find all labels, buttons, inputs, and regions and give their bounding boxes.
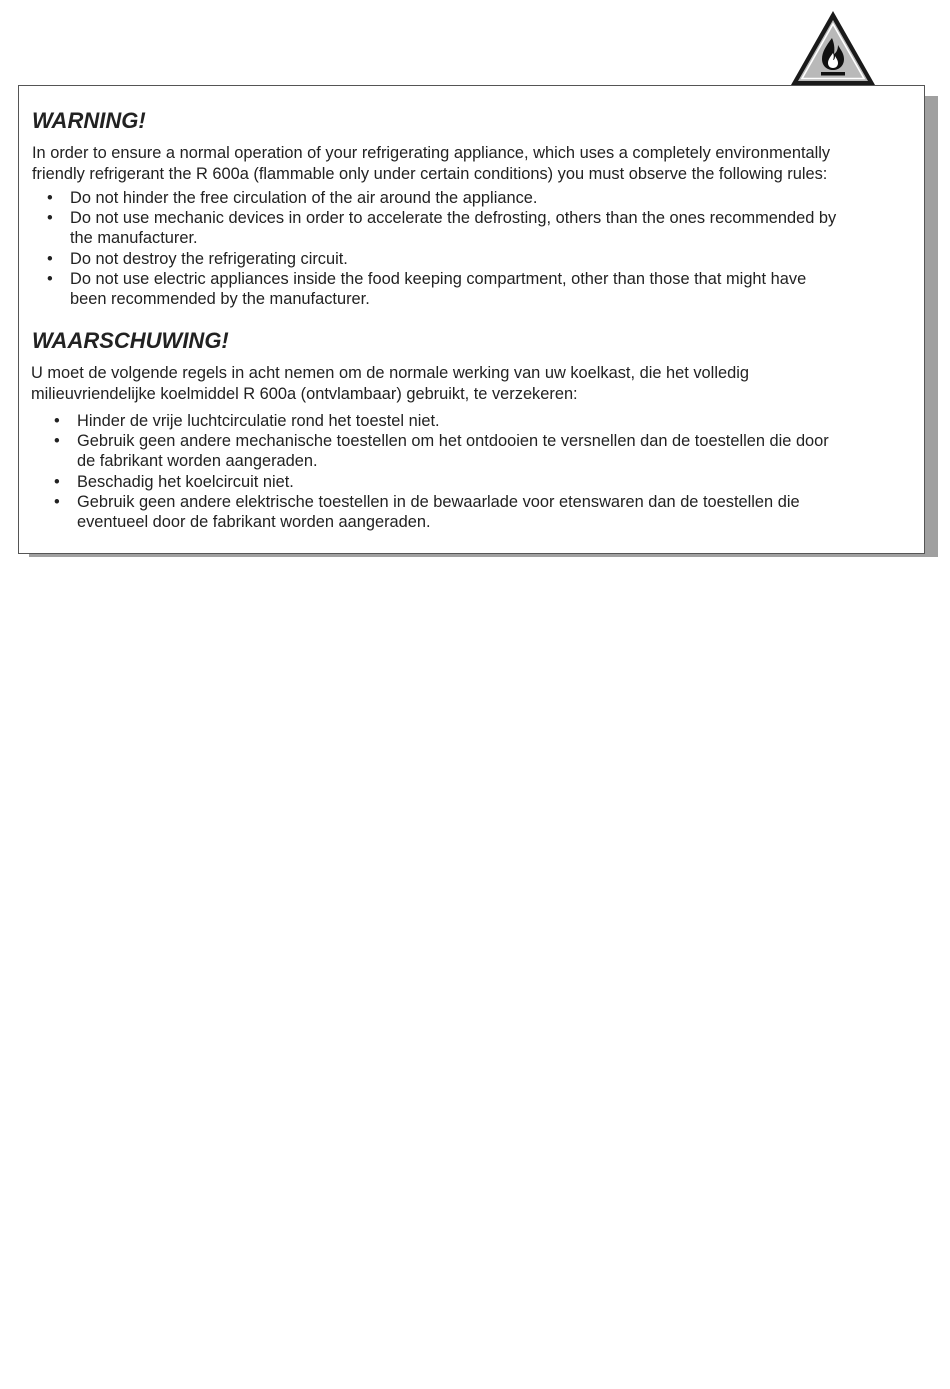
rule-text: Do not use electric appliances inside the food keeping compartment, other than those that might have — [70, 269, 807, 288]
rule-item — [32, 249, 836, 269]
rule-item — [39, 411, 829, 431]
intro-line: milieuvriendelijke koelmiddel R 600a (ontvlambaar) gebruikt, te verzekeren: — [31, 384, 578, 403]
rule-text: Gebruik geen andere elektrische toestellen in de bewaarlade voor etenswaren dan de toestellen die — [77, 492, 800, 511]
rule-text: Do not hinder the free circulation of the air around the appliance. — [70, 189, 538, 207]
flammable-warning-icon — [788, 8, 878, 88]
intro-line: In order to ensure a normal operation of your refrigerating appliance, which uses a completely environmentally — [32, 144, 831, 162]
rule-text: Do not use mechanic devices in order to accelerate the defrosting, others than the ones recommended by — [70, 209, 837, 228]
bullet-icon: • — [47, 269, 53, 288]
rule-text: Gebruik geen andere mechanische toestellen om het ontdooien te versnellen dan de toestellen die door — [77, 432, 829, 451]
bullet-icon: • — [47, 249, 53, 268]
rule-text: Do not destroy the refrigerating circuit. — [70, 249, 348, 268]
rules-list-en — [32, 188, 836, 309]
intro-line: U moet de volgende regels in acht nemen om de normale werking van uw koelkast, die het volledig — [31, 364, 749, 382]
bullet-icon: • — [47, 209, 53, 228]
bullet-icon: • — [47, 189, 53, 207]
rule-text: Beschadig het koelcircuit niet. — [77, 472, 294, 491]
rule-text: Hinder de vrije luchtcirculatie rond het toestel niet. — [77, 412, 440, 430]
rule-text: the manufacturer. — [70, 229, 198, 248]
rule-item — [32, 208, 836, 248]
warning-heading-nl: WAARSCHUWING! — [32, 328, 229, 353]
rule-text: eventueel door de fabrikant worden aangeraden. — [77, 513, 431, 532]
rule-text: been recommended by the manufacturer. — [70, 290, 370, 309]
bullet-icon: • — [54, 472, 60, 491]
rule-item — [32, 188, 836, 208]
rule-item — [32, 269, 836, 309]
warning-intro-en — [32, 143, 830, 184]
rules-list-nl — [39, 411, 829, 532]
rule-item — [39, 492, 829, 532]
rule-item — [39, 431, 829, 471]
warning-intro-nl — [31, 363, 749, 404]
rule-text: de fabrikant worden aangeraden. — [77, 452, 318, 471]
warning-box — [18, 85, 925, 554]
warning-heading-en: WARNING! — [32, 108, 146, 133]
rule-item — [39, 472, 829, 492]
intro-line: friendly refrigerant the R 600a (flammable only under certain conditions) you must observe the following rules: — [32, 164, 828, 183]
bullet-icon: • — [54, 412, 60, 430]
bullet-icon: • — [54, 492, 60, 511]
bullet-icon: • — [54, 432, 60, 451]
